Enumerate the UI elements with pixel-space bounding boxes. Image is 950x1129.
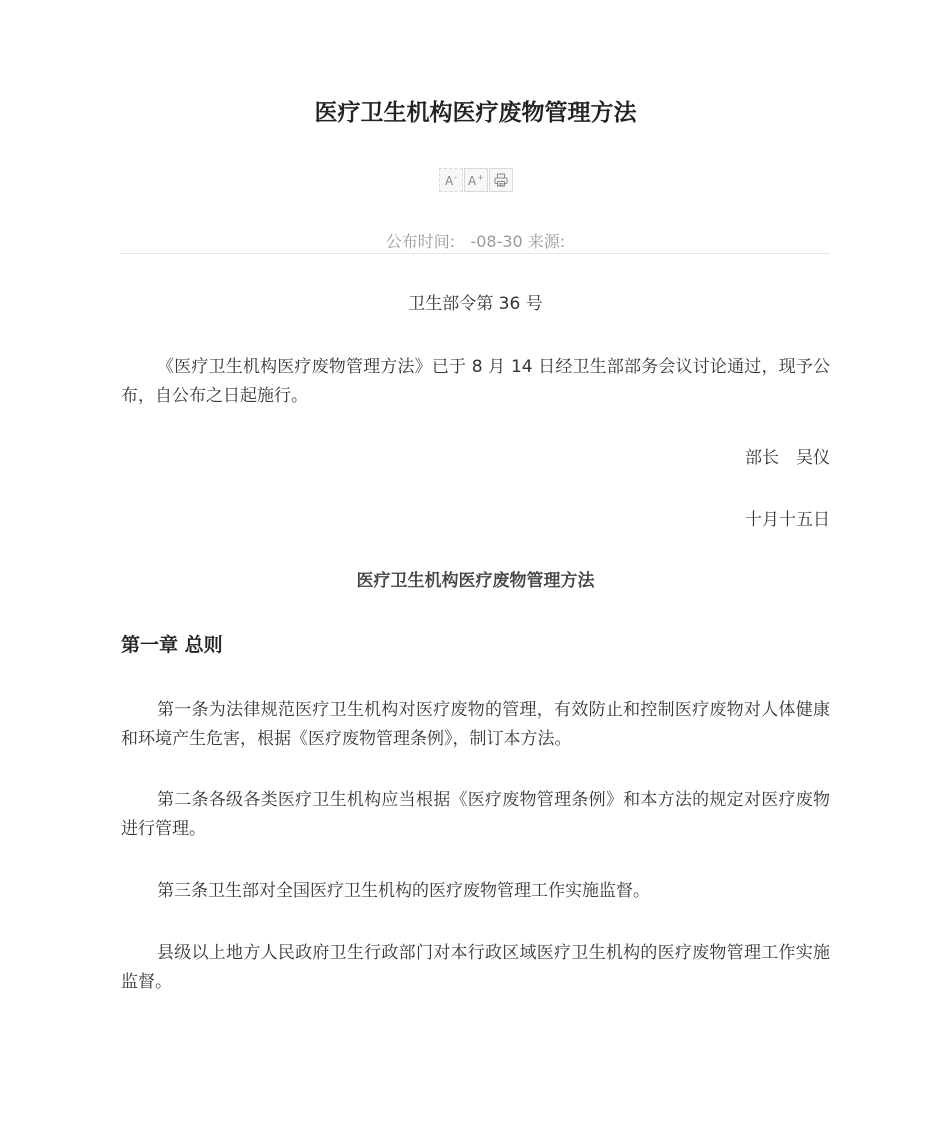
print-button[interactable] (489, 168, 513, 192)
font-decrease-button[interactable] (439, 168, 463, 192)
font-increase-icon: A+ (468, 172, 484, 188)
document-subtitle: 医疗卫生机构医疗废物管理方法 (356, 571, 595, 591)
source-label: 来源: (527, 232, 566, 251)
article-meta (121, 230, 830, 254)
article-paragraph: 第二条各级各类医疗卫生机构应当根据《医疗废物管理条例》和本方法的规定对医疗废物进行管理。 (121, 790, 830, 839)
publish-date: -08-30 (470, 232, 523, 251)
article-paragraph: 县级以上地方人民政府卫生行政部门对本行政区域医疗卫生机构的医疗废物管理工作实施监督。 (121, 943, 830, 992)
signature: 部长 吴仪 (745, 448, 830, 468)
article-title: 医疗卫生机构医疗废物管理方法 (314, 100, 637, 126)
decree-number: 卫生部令第 36 号 (408, 294, 543, 314)
chapter-heading: 第一章 总则 (121, 634, 223, 656)
font-decrease-icon: A- (444, 172, 458, 188)
article-paragraph: 第一条为法律规范医疗卫生机构对医疗废物的管理，有效防止和控制医疗废物对人体健康和环境产生危害，根据《医疗废物管理条例》，制订本方法。 (121, 700, 830, 749)
printer-icon (494, 173, 508, 187)
meta-divider (121, 253, 830, 254)
article-toolbar (439, 168, 513, 192)
intro-paragraph: 《医疗卫生机构医疗废物管理方法》已于 8 月 14 日经卫生部部务会议讨论通过，现予公布，自公布之日起施行。 (121, 357, 830, 406)
publish-label: 公布时间: (385, 232, 456, 251)
decree-date: 十月十五日 (745, 510, 830, 530)
article-paragraph: 第三条卫生部对全国医疗卫生机构的医疗废物管理工作实施监督。 (157, 881, 650, 901)
font-increase-button[interactable] (464, 168, 488, 192)
